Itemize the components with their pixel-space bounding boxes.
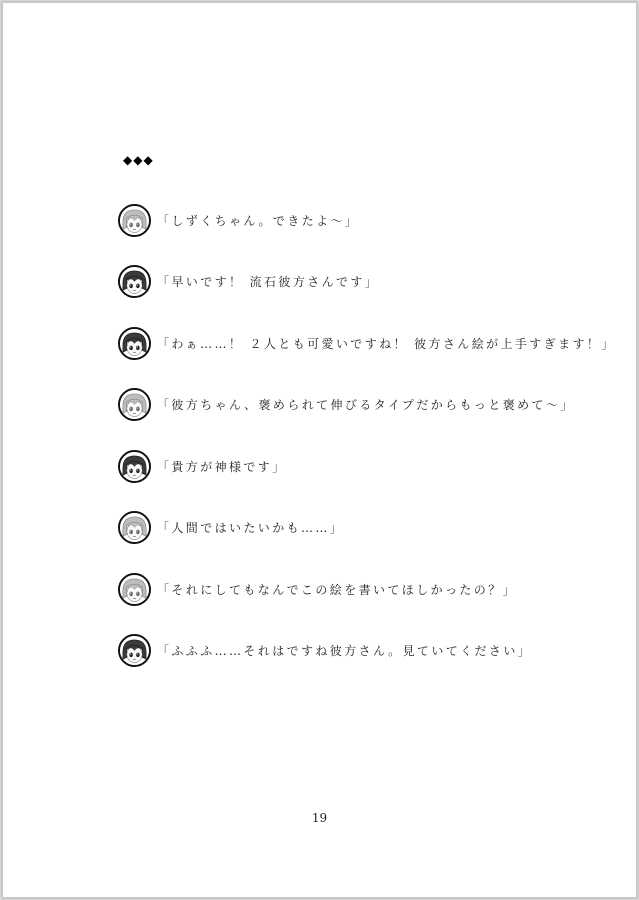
speaker-avatar-dark-hair [118,265,151,298]
page-number: 19 [311,811,328,825]
dialog-line [118,510,344,546]
dialog-line [118,633,532,669]
dialog-line [118,387,575,423]
dialog-line [118,571,517,607]
dialog-line [118,202,359,238]
dialog-text: 「しずくちゃん。できたよ～」 [157,213,360,228]
speaker-avatar-dark-hair [118,450,151,483]
manuscript-page [2,2,637,898]
speaker-avatar-light-hair [118,573,151,606]
speaker-avatar-light-hair [118,388,151,421]
dialog-text: 「人間ではいたいかも……」 [157,521,345,535]
speaker-avatar-light-hair [118,204,151,237]
dialog-text: 「彼方ちゃん、褒められて伸びるタイプだからもっと褒めて～」 [157,398,575,412]
dialog-list [3,3,636,897]
dialog-text: 「わぁ……！ ２人とも可愛いですね！ 彼方さん絵が上手すぎます！」 [157,336,616,351]
dialog-line [118,325,616,361]
dialog-text: 「貴方が神様です」 [157,459,287,474]
dialog-line [118,448,287,484]
dialog-line [118,264,379,300]
speaker-avatar-dark-hair [118,634,151,667]
speaker-avatar-dark-hair [118,327,151,360]
dialog-text: 「ふふふ……それはですね彼方さん。見ていてください」 [157,644,533,658]
scene-separator: ◆◆◆ [123,153,154,167]
speaker-avatar-light-hair [118,511,151,544]
dialog-text: 「それにしてもなんでこの絵を書いてほしかったの？」 [157,582,518,597]
dialog-text: 「早いです！ 流石彼方さんです」 [157,275,380,289]
